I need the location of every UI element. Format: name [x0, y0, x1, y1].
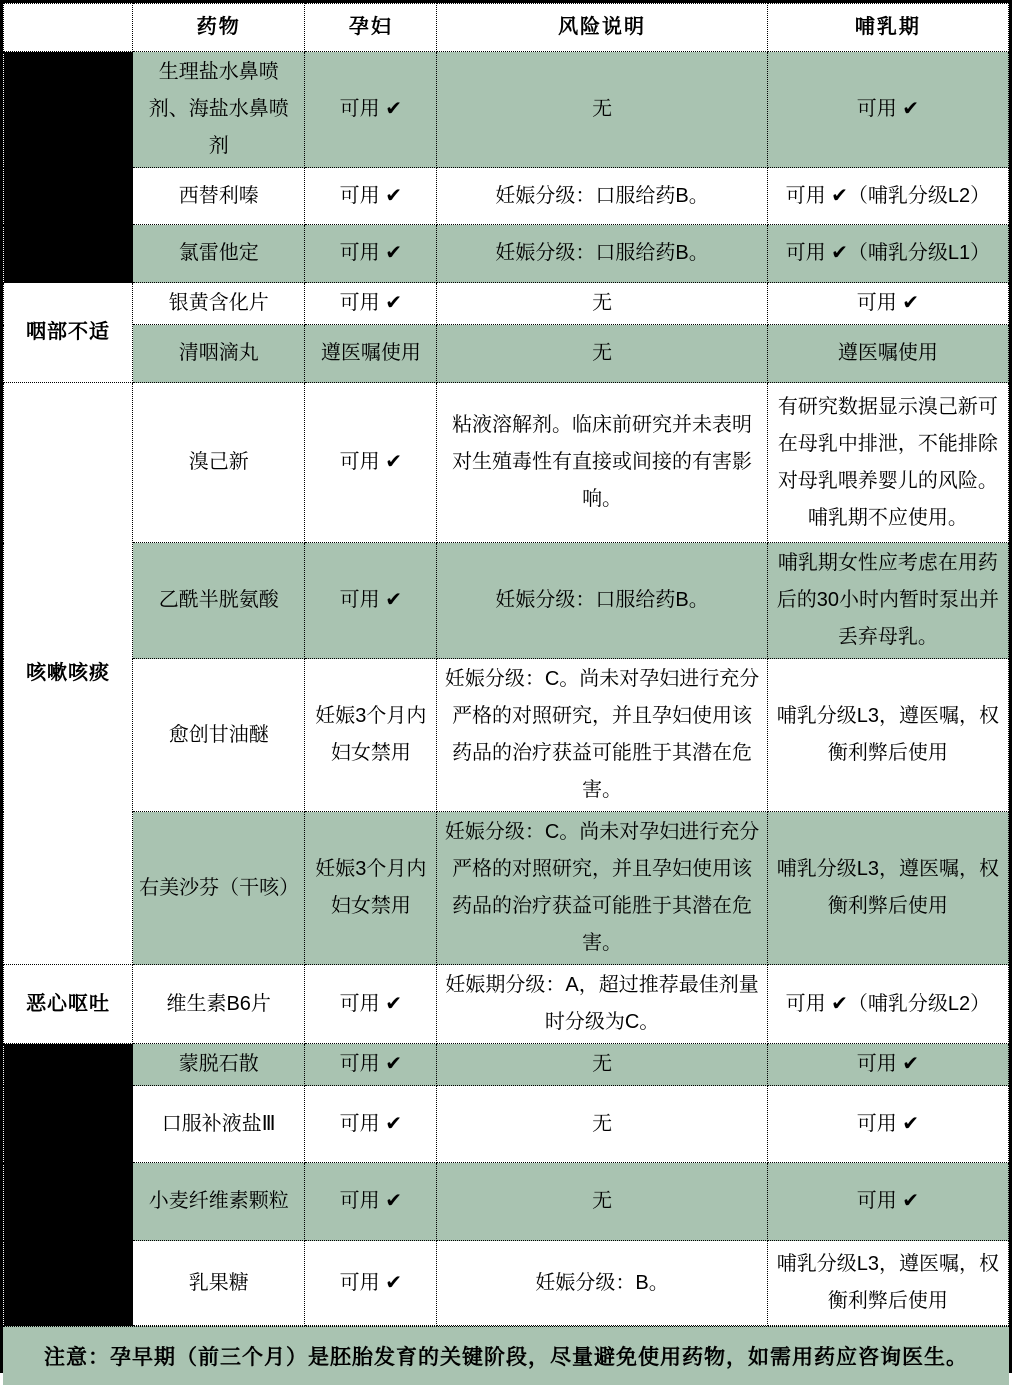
footer-note: 注意：孕早期（前三个月）是胚胎发育的关键阶段，尽量避免使用药物，如需用药应咨询医生。 [3, 1326, 1009, 1385]
lactation-status-cell: 可用 ✔（哺乳分级L1） [767, 225, 1008, 283]
table-row [4, 52, 1009, 168]
pregnant-status-cell: 可用 ✔ [305, 543, 437, 659]
risk-note-cell: 妊娠分级：B。 [437, 1241, 767, 1326]
lactation-status-cell: 可用 ✔（哺乳分级L2） [767, 168, 1008, 225]
lactation-status-cell: 可用 ✔ [767, 1163, 1008, 1241]
category-cell-redacted-2 [4, 1044, 133, 1326]
pregnant-status-cell: 可用 ✔ [305, 383, 437, 543]
pregnant-status-cell: 可用 ✔ [305, 1044, 437, 1086]
pregnant-status-cell: 可用 ✔ [305, 283, 437, 325]
pregnant-status-cell: 可用 ✔ [305, 965, 437, 1044]
medication-table [3, 3, 1009, 1326]
header-drug: 药物 [133, 4, 305, 52]
risk-note-cell: 妊娠分级：口服给药B。 [437, 168, 767, 225]
table-row [4, 1044, 1009, 1086]
pregnant-status-cell: 可用 ✔ [305, 52, 437, 168]
drug-name-cell: 生理盐水鼻喷剂、海盐水鼻喷剂 [133, 52, 305, 168]
lactation-status-cell: 可用 ✔ [767, 283, 1008, 325]
risk-note-cell: 无 [437, 283, 767, 325]
drug-name-cell: 银黄含化片 [133, 283, 305, 325]
risk-note-cell: 妊娠分级：C。尚未对孕妇进行充分严格的对照研究，并且孕妇使用该药品的治疗获益可能胜于其潜在危害。 [437, 659, 767, 812]
pregnant-status-cell: 可用 ✔ [305, 1163, 437, 1241]
header-risk: 风险说明 [437, 4, 767, 52]
drug-name-cell: 蒙脱石散 [133, 1044, 305, 1086]
lactation-status-cell: 可用 ✔ [767, 52, 1008, 168]
pregnant-status-cell: 妊娠3个月内妇女禁用 [305, 812, 437, 965]
lactation-status-cell: 可用 ✔ [767, 1044, 1008, 1086]
risk-note-cell: 无 [437, 52, 767, 168]
table-row [4, 383, 1009, 543]
drug-name-cell: 乙酰半胱氨酸 [133, 543, 305, 659]
lactation-status-cell: 可用 ✔ [767, 1086, 1008, 1163]
header-pregnant: 孕妇 [305, 4, 437, 52]
table-row [4, 325, 1009, 383]
pregnant-status-cell: 遵医嘱使用 [305, 325, 437, 383]
pregnant-status-cell: 可用 ✔ [305, 225, 437, 283]
drug-name-cell: 清咽滴丸 [133, 325, 305, 383]
risk-note-cell: 粘液溶解剂。临床前研究并未表明对生殖毒性有直接或间接的有害影响。 [437, 383, 767, 543]
risk-note-cell: 无 [437, 325, 767, 383]
risk-note-cell: 无 [437, 1163, 767, 1241]
risk-note-cell: 妊娠分级：口服给药B。 [437, 543, 767, 659]
pregnant-status-cell: 可用 ✔ [305, 1241, 437, 1326]
drug-name-cell: 口服补液盐Ⅲ [133, 1086, 305, 1163]
lactation-status-cell: 可用 ✔（哺乳分级L2） [767, 965, 1008, 1044]
drug-name-cell: 右美沙芬（干咳） [133, 812, 305, 965]
pregnant-status-cell: 妊娠3个月内妇女禁用 [305, 659, 437, 812]
drug-name-cell: 愈创甘油醚 [133, 659, 305, 812]
table-row [4, 225, 1009, 283]
drug-name-cell: 小麦纤维素颗粒 [133, 1163, 305, 1241]
lactation-status-cell: 哺乳分级L3，遵医嘱，权衡利弊后使用 [767, 659, 1008, 812]
lactation-status-cell: 哺乳期女性应考虑在用药后的30小时内暂时泵出并丢弃母乳。 [767, 543, 1008, 659]
category-cell-throat: 咽部不适 [4, 283, 133, 383]
drug-name-cell: 乳果糖 [133, 1241, 305, 1326]
table-row [4, 283, 1009, 325]
drug-name-cell: 溴己新 [133, 383, 305, 543]
risk-note-cell: 无 [437, 1086, 767, 1163]
lactation-status-cell: 哺乳分级L3，遵医嘱，权衡利弊后使用 [767, 812, 1008, 965]
lactation-status-cell: 哺乳分级L3，遵医嘱，权衡利弊后使用 [767, 1241, 1008, 1326]
header-lactation: 哺乳期 [767, 4, 1008, 52]
category-cell-cough: 咳嗽咳痰 [4, 383, 133, 965]
pregnant-status-cell: 可用 ✔ [305, 168, 437, 225]
table-row [4, 1086, 1009, 1163]
table-row [4, 1163, 1009, 1241]
drug-name-cell: 氯雷他定 [133, 225, 305, 283]
risk-note-cell: 妊娠分级：C。尚未对孕妇进行充分严格的对照研究，并且孕妇使用该药品的治疗获益可能胜于其潜在危害。 [437, 812, 767, 965]
lactation-status-cell: 遵医嘱使用 [767, 325, 1008, 383]
drug-name-cell: 维生素B6片 [133, 965, 305, 1044]
table-row [4, 659, 1009, 812]
category-cell-nausea: 恶心呕吐 [4, 965, 133, 1044]
table-row [4, 543, 1009, 659]
risk-note-cell: 妊娠分级：口服给药B。 [437, 225, 767, 283]
header-row [4, 4, 1009, 52]
drug-name-cell: 西替利嗪 [133, 168, 305, 225]
risk-note-cell: 无 [437, 1044, 767, 1086]
table-row [4, 812, 1009, 965]
table-row [4, 965, 1009, 1044]
table-row [4, 168, 1009, 225]
category-cell-redacted-1 [4, 52, 133, 283]
table-row [4, 1241, 1009, 1326]
lactation-status-cell: 有研究数据显示溴己新可在母乳中排泄，不能排除对母乳喂养婴儿的风险。哺乳期不应使用。 [767, 383, 1008, 543]
risk-note-cell: 妊娠期分级：A，超过推荐最佳剂量时分级为C。 [437, 965, 767, 1044]
header-category-spacer [4, 4, 133, 52]
pregnant-status-cell: 可用 ✔ [305, 1086, 437, 1163]
